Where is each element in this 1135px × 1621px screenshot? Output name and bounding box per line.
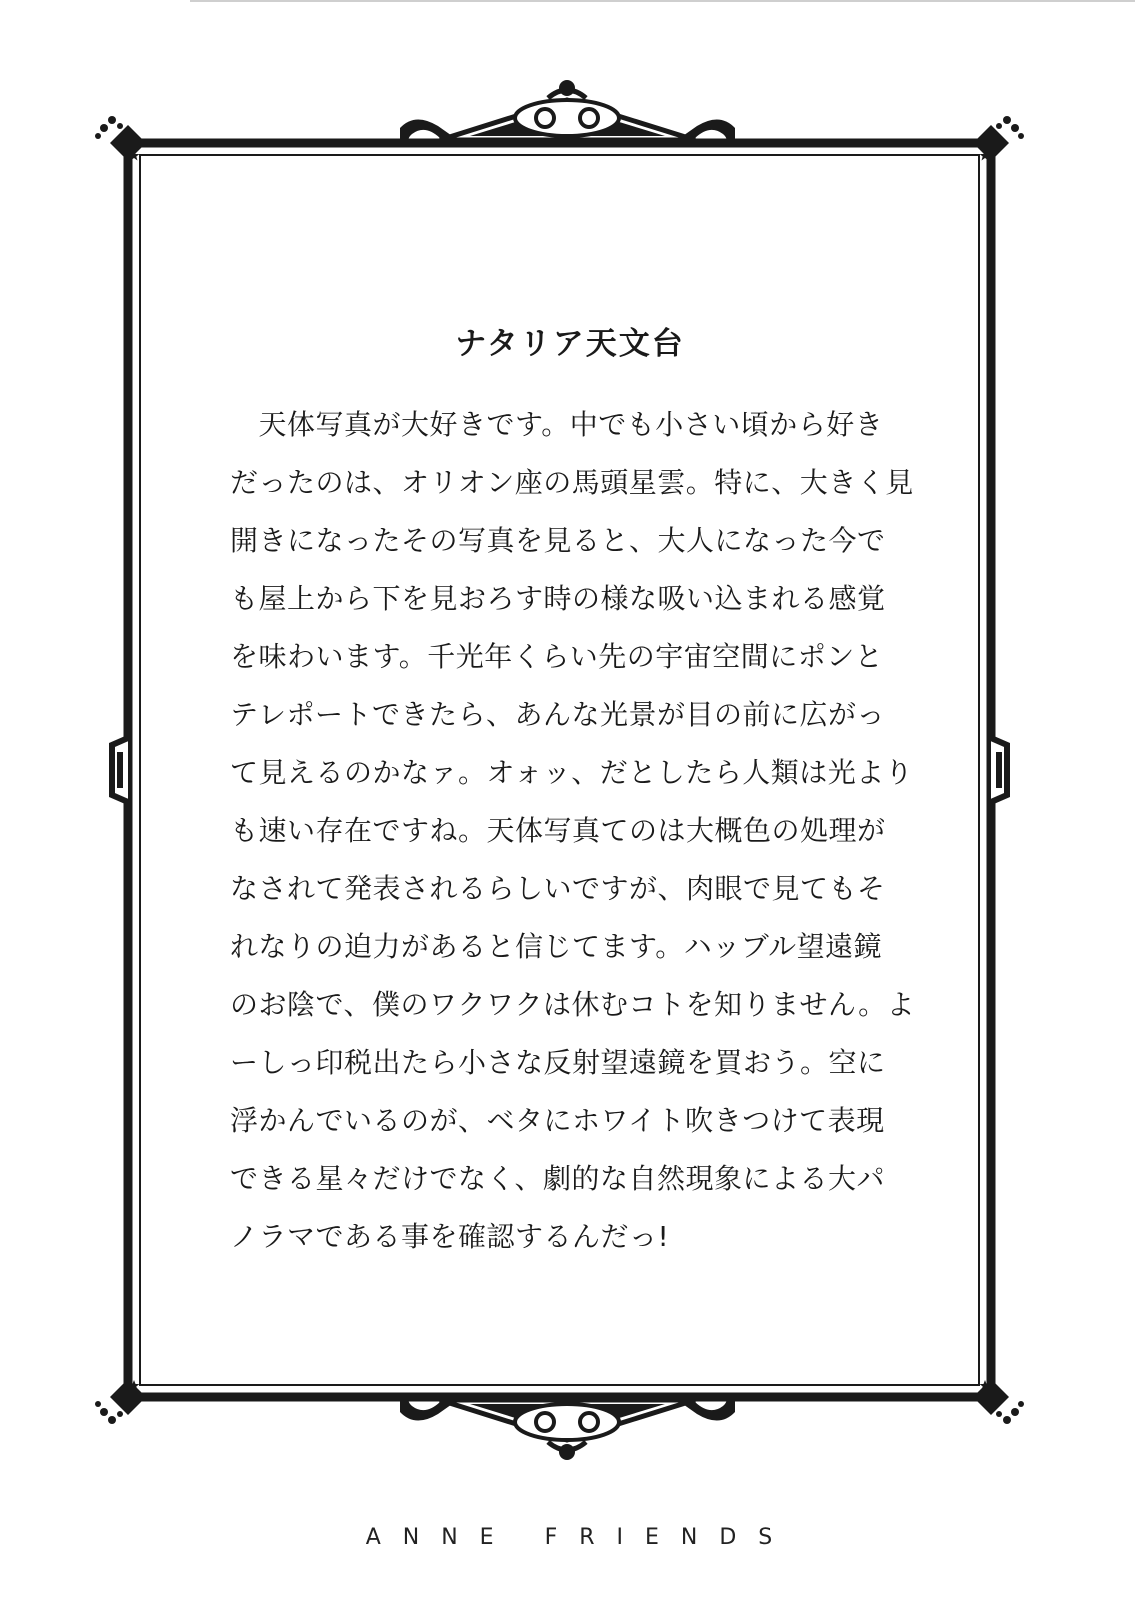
body-line: できる星々だけでなく、劇的な自然現象による大パ bbox=[230, 1162, 885, 1195]
corner-dots-icon bbox=[95, 1379, 146, 1424]
body-text bbox=[230, 396, 920, 1266]
body-line: も屋上から下を見おろす時の様な吸い込まれる感覚 bbox=[230, 582, 886, 615]
body-line: ノラマである事を確認するんだっ! bbox=[230, 1220, 670, 1253]
footer-credit: ANNE FRIENDS bbox=[365, 1525, 795, 1550]
body-line: れなりの迫力があると信じてます。ハッブル望遠鏡 bbox=[230, 930, 883, 963]
body-line: 天体写真が大好きです。中でも小さい頃から好き bbox=[230, 408, 884, 441]
body-line: のお陰で、僕のワクワクは休むコトを知りません。よ bbox=[230, 988, 916, 1021]
side-tab-icon bbox=[112, 738, 128, 802]
body-line: を味わいます。千光年くらい先の宇宙空間にポンと bbox=[230, 640, 884, 673]
corner-dots-icon bbox=[973, 1379, 1024, 1424]
body-line: なされて発表されるらしいですが、肉眼で見てもそ bbox=[230, 872, 886, 905]
body-line: 開きになったその写真を見ると、大人になった今で bbox=[230, 524, 886, 557]
body-line: だったのは、オリオン座の馬頭星雲。特に、大きく見 bbox=[230, 466, 914, 499]
body-line: て見えるのかなァ。オォッ、だとしたら人類は光より bbox=[230, 756, 914, 789]
side-tab-icon bbox=[991, 738, 1007, 802]
body-line: も速い存在ですね。天体写真てのは大概色の処理が bbox=[230, 814, 886, 847]
body-line: ーしっ印税出たら小さな反射望遠鏡を買おう。空に bbox=[230, 1046, 886, 1079]
page-title: ナタリア天文台 bbox=[455, 326, 685, 362]
body-line: テレポートできたら、あんな光景が目の前に広がっ bbox=[230, 698, 885, 731]
body-line: 浮かんでいるのが、ベタにホワイト吹きつけて表現 bbox=[230, 1104, 885, 1137]
ornamental-scroll-icon bbox=[400, 80, 735, 145]
ornamental-scroll-icon bbox=[400, 1395, 735, 1460]
